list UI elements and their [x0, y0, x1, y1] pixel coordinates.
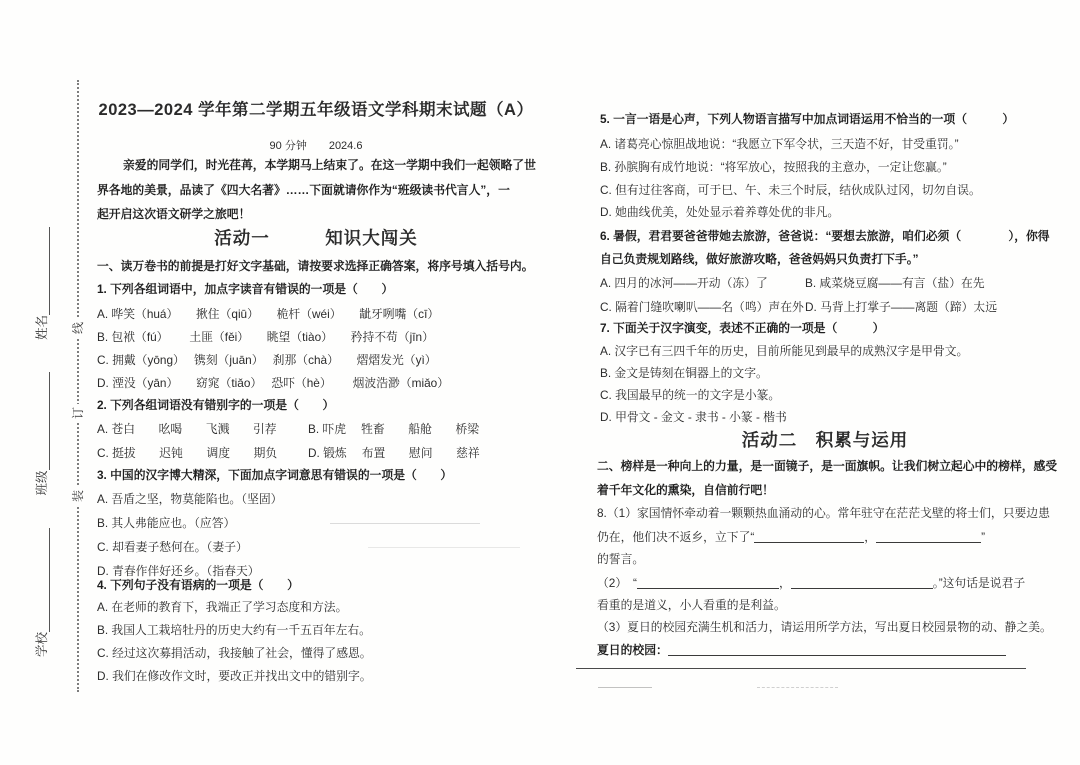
q3-option-a: A. 吾盾之坚，物莫能陷也。（坚固）	[97, 492, 283, 506]
q8-part1-line2-end: ”	[981, 530, 986, 544]
section1-intro: 一、读万卷书的前提是打好文字基础，请按要求选择正确答案，将序号填入括号内。	[97, 259, 534, 273]
q8-part3-label: 夏日的校园：	[597, 643, 668, 657]
class-blank-line	[35, 373, 50, 471]
q7-option-b: B. 金文是铸刻在铜器上的文字。	[600, 366, 768, 380]
q1-option-c: C. 拥戴（yōng） 镌刻（juān） 刹那（chà） 熠熠发光（yì）	[97, 353, 437, 367]
q8-part1-line2-pre: 仍在，他们决不返乡，立下了“	[597, 530, 755, 544]
answer-blank	[791, 575, 933, 589]
school-blank-line	[35, 528, 50, 632]
q8-part2-line2: 看重的是道义，小人看重的是利益。	[597, 598, 786, 612]
scan-artifact	[598, 687, 652, 688]
q4-option-a: A. 在老师的教育下，我端正了学习态度和方法。	[97, 600, 348, 614]
q8-part3-line1: （3）夏日的校园充满生机和活力，请运用所学方法，写出夏日校园景物的动、静之美。	[597, 620, 1052, 634]
q7-stem: 7. 下面关于汉字演变，表述不正确的一项是（ ）	[600, 321, 885, 335]
school-label: 学校	[35, 631, 49, 657]
q5-option-c: C. 但有过往客商，可于巳、午、未三个时辰，结伙成队过冈，切勿自误。	[600, 183, 981, 197]
q2-option-b: B. 吓虎 牲畜 船舱 桥梁	[308, 422, 480, 436]
section2-intro-line2: 着千年文化的熏染，自信前行吧！	[597, 483, 774, 497]
q8-part2-sep: ，	[778, 576, 791, 590]
binding-char-zhuang: 装	[69, 487, 87, 505]
q6-option-c: C. 隔着门缝吹喇叭——名（鸣）声在外	[600, 300, 804, 314]
section2-intro-line1: 二、榜样是一种向上的力量，是一面镜子，是一面旗帜。让我们树立起心中的榜样，感受	[597, 459, 1058, 473]
q5-option-a: A. 诸葛亮心惊胆战地说：“我愿立下军令状，三天造不好，甘受重罚。”	[600, 137, 959, 151]
exam-meta: 90 分钟 2024.6	[269, 140, 363, 152]
scan-artifact	[330, 523, 480, 524]
q8-part3-line2	[597, 642, 1006, 658]
q6-option-d: D. 马背上打掌子——离题（蹄）太远	[805, 300, 998, 314]
binding-dotted-line	[77, 80, 79, 692]
intro-line-2: 界各地的美景，品读了《四大名著》……下面就请你作为“班级读书代言人”，一	[97, 183, 510, 197]
answer-blank	[637, 575, 779, 589]
q7-option-d: D. 甲骨文 - 金文 - 隶书 - 小篆 - 楷书	[600, 410, 787, 424]
q7-option-a: A. 汉字已有三四千年的历史，目前所能见到最早的成熟汉字是甲骨文。	[600, 344, 969, 358]
q3-stem: 3. 中国的汉字博大精深，下面加点字词意思有错误的一项是（ ）	[97, 468, 453, 482]
scan-artifact	[368, 547, 520, 548]
school-field	[32, 528, 50, 657]
answer-blank	[668, 642, 1006, 656]
margin-student-fields	[30, 227, 50, 657]
scan-artifact	[757, 687, 838, 688]
q8-part2-pre: （2） “	[597, 576, 637, 590]
q1-option-a: A. 哗笑（huá） 揪住（qiū） 桅杆（wéi） 龇牙咧嘴（cī）	[97, 307, 440, 321]
q8-part1-line2-sep: ，	[864, 530, 877, 544]
name-blank-line	[35, 227, 50, 315]
name-field	[32, 227, 50, 340]
q3-option-b: B. 其人弗能应也。（应答）	[97, 516, 236, 530]
answer-blank	[876, 529, 981, 543]
q4-option-d: D. 我们在修改作文时，要改正并找出文中的错别字。	[97, 669, 372, 683]
activity1-heading: 活动一 知识大闯关	[214, 228, 418, 248]
q6-option-b: B. 咸菜烧豆腐——有言（盐）在先	[805, 276, 985, 290]
class-field	[32, 373, 50, 496]
q5-stem: 5. 一言一语是心声，下列人物语言描写中加点词语运用不恰当的一项（ ）	[600, 112, 1015, 126]
q8-part1-line3: 的誓言。	[597, 552, 645, 566]
q3-option-d: D. 青春作伴好还乡。（指春天）	[97, 564, 260, 578]
q2-option-d: D. 锻炼 布置 慰问 慈祥	[308, 446, 480, 460]
q2-option-c: C. 挺拔 迟钝 调度 期负	[97, 446, 278, 460]
binding-char-ding: 订	[69, 404, 87, 422]
q8-part1-line2	[597, 529, 985, 545]
q5-option-d: D. 她曲线优美，处处显示着养尊处优的非凡。	[600, 205, 840, 219]
q1-option-d: D. 湮没（yān） 窈窕（tiǎo） 恐吓（hè） 烟波浩渺（miǎo）	[97, 376, 449, 390]
activity2-heading: 活动二 积累与运用	[741, 430, 909, 450]
q4-stem: 4. 下列句子没有语病的一项是（ ）	[97, 578, 299, 592]
exam-title: 2023—2024 学年第二学期五年级语文学科期末试题（A）	[98, 101, 534, 119]
q4-option-c: C. 经过这次募捐活动，我接触了社会，懂得了感恩。	[97, 646, 372, 660]
q6-option-a: A. 四月的冰河——开动（冻）了	[600, 276, 768, 290]
name-label: 姓名	[35, 315, 49, 341]
q7-option-c: C. 我国最早的统一的文字是小篆。	[600, 388, 781, 402]
q1-option-b: B. 包袱（fú） 土匪（fěi） 眺望（tiào） 矜持不苟（jīn）	[97, 330, 434, 344]
intro-line-1: 亲爱的同学们，时光荏苒，本学期马上结束了。在这一学期中我们一起领略了世	[123, 158, 536, 172]
q6-stem-line1: 6. 暑假，君君要爸爸带她去旅游，爸爸说：“要想去旅游，咱们必须（ ），你得	[600, 229, 1050, 243]
intro-line-3: 起开启这次语文研学之旅吧！	[97, 207, 251, 221]
q4-option-b: B. 我国人工栽培牡丹的历史大约有一千五百年左右。	[97, 623, 371, 637]
class-label: 班级	[35, 470, 49, 496]
answer-ruled-line	[576, 668, 1026, 669]
answer-blank	[754, 529, 864, 543]
binding-char-xian: 线	[69, 319, 87, 337]
q8-part2-line1	[597, 575, 1025, 591]
q1-stem: 1. 下列各组词语中，加点字读音有错误的一项是（ ）	[97, 282, 394, 296]
q2-stem: 2. 下列各组词语没有错别字的一项是（ ）	[97, 398, 335, 412]
q5-option-b: B. 孙膑胸有成竹地说：“将军放心，按照我的主意办，一定让您赢。”	[600, 160, 947, 174]
q2-option-a: A. 苍白 吆喝 飞溅 引荐	[97, 422, 277, 436]
q6-stem-line2: 自己负责规划路线，做好旅游攻略，爸爸妈妈只负责打下手。”	[600, 252, 919, 266]
q8-part2-post: 。”这句话是说君子	[932, 576, 1026, 590]
q3-option-c: C. 却看妻子愁何在。（妻子）	[97, 540, 248, 554]
q8-part1-line1: 8.（1）家国情怀牵动着一颗颗热血涌动的心。常年驻守在茫茫戈壁的将士们，只要边患	[597, 506, 1050, 520]
